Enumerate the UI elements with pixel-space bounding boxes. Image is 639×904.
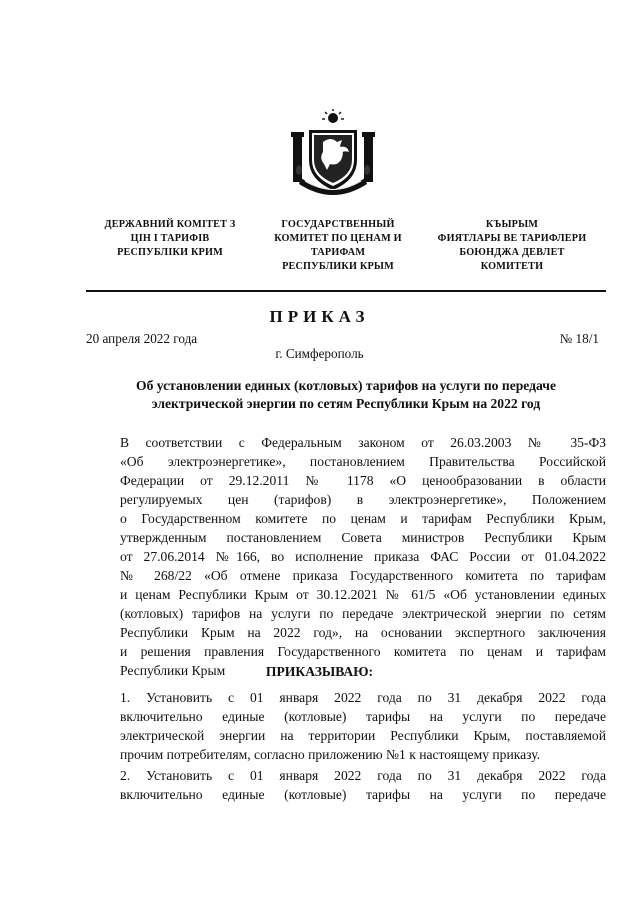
- document-date: 20 апреля 2022 года: [86, 331, 198, 346]
- order-item-2: 2. Установить с 01 января 2022 года по 31 декабря 2022 года включительно единые (котловые) тарифы на услуги по передаче: [120, 768, 606, 802]
- header-ukrainian-name: ДЕРЖАВНИЙ КОМІТЕТ З ЦІН І ТАРИФІВ РЕСПУБЛІКИ КРИМ: [104, 219, 236, 258]
- document-number: № 18/1: [559, 331, 599, 346]
- preamble-paragraph: В соответствии с Федеральным законом от 26.03.2003 № 35-ФЗ «Об электроэнергетике», постановлением Правительства Российской Федерации от 29.12.2011 № 1178 «О ценообразовании в области регулируемых цен (тарифов) в электроэнергетике», Положением о Государственном комитете по ценам и тарифам Республики Крым, утвержденным постановлением Совета министров Республики Крым от 27.06.2014 №166, во исполнение приказа ФАС России от 01.04.2022 № 268/22 «Об отмене приказа Государственного комитета по тарифам и ценам Республики Крым от 30.12.2021 № 61/5 «Об установлении единых (котловых) тарифов на услуги по передаче электрической энергии по сетям Республики Крым на 2022 год», на основании экспертного заключения и решения правления Государственного комитета по ценам и тарифам Республики Крым: [120, 435, 606, 678]
- header-divider: [86, 290, 606, 292]
- order-item-1: 1. Установить с 01 января 2022 года по 31 декабря 2022 года включительно единые (котловые) тарифы на услуги по передаче электрической энергии на территории Республики Крым, поставляемой прочим потребителям, согласно приложению №1 к настоящему приказу.: [120, 690, 606, 762]
- order-heading: ПРИКАЗЫВАЮ:: [265, 664, 374, 679]
- document-city: г. Симферополь: [275, 346, 364, 361]
- header-crimean-tatar-name: КЪЫРЫМ ФИЯТЛАРЫ ВЕ ТАРИФЛЕРИ БОЮНДЖА ДЕВЛЕТ КОМИТЕТИ: [437, 219, 587, 272]
- document-subject: Об установлении единых (котловых) тарифов на услуги по передаче электрической энергии по сетям Республики Крым на 2022 год: [136, 378, 556, 411]
- crimea-coat-of-arms-icon: [287, 108, 379, 200]
- document-title: ПРИКАЗ: [269, 307, 370, 326]
- header-russian-name: ГОСУДАРСТВЕННЫЙ КОМИТЕТ ПО ЦЕНАМ И ТАРИФАМ РЕСПУБЛИКИ КРЫМ: [274, 219, 402, 272]
